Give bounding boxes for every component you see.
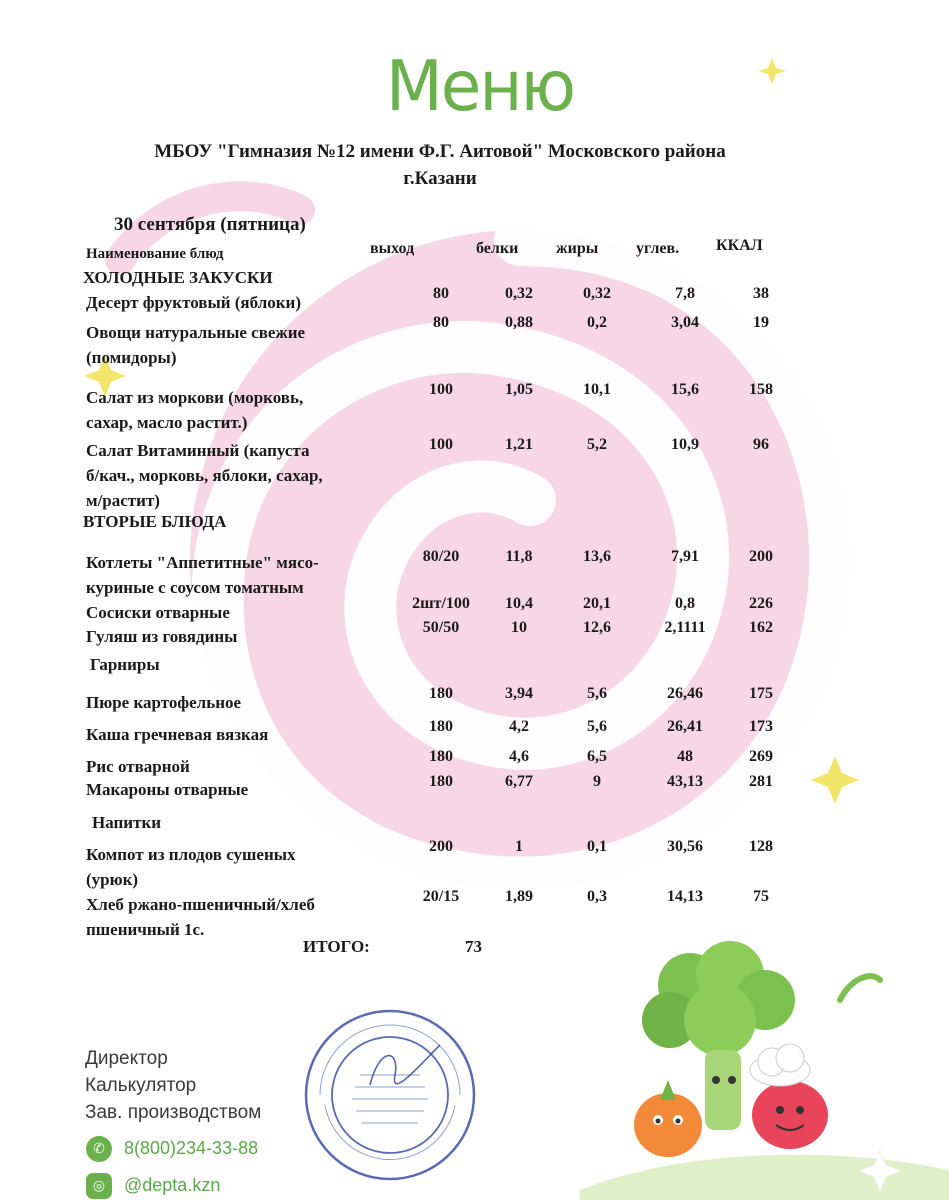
dish-name xyxy=(86,320,361,370)
cell-kcal: 96 xyxy=(753,436,769,453)
cell-protein: 0,32 xyxy=(505,285,533,302)
dish-name xyxy=(86,722,361,747)
dish-name-line: Гуляш из говядины xyxy=(86,627,238,646)
header-output: выход xyxy=(370,240,415,257)
header-fat: жиры xyxy=(556,240,599,257)
dish-name-line: Пюре картофельное xyxy=(86,693,242,712)
dish-name-line: Салат из моркови (морковь, xyxy=(86,388,304,407)
cell-fat: 10,1 xyxy=(583,381,611,398)
onion-icon xyxy=(634,1080,702,1157)
cell-carbs: 10,9 xyxy=(671,436,699,453)
cell-kcal: 162 xyxy=(749,619,773,636)
dish-name-line: (помидоры) xyxy=(86,348,177,367)
dish-name-line: Макароны отварные xyxy=(86,780,249,799)
dish-name-line: сахар, масло растит.) xyxy=(86,413,248,432)
signature-production: Зав. производством xyxy=(85,1102,262,1123)
dish-name-line: Салат Витаминный (капуста xyxy=(86,441,310,460)
dish-name-line: Овощи натуральные свежие xyxy=(86,323,306,342)
official-stamp xyxy=(300,1005,480,1185)
signature-calculator: Калькулятор xyxy=(85,1075,197,1096)
page-title: Меню xyxy=(385,46,575,127)
cell-kcal: 38 xyxy=(753,285,769,302)
cell-output: 180 xyxy=(429,718,453,735)
dish-name xyxy=(86,385,361,435)
dish-name-line: Каша гречневая вязкая xyxy=(86,725,269,744)
cell-fat: 5,6 xyxy=(587,718,607,735)
dish-name-line: Хлеб ржано-пшеничный/хлеб xyxy=(86,895,315,914)
cell-kcal: 200 xyxy=(749,548,773,565)
dish-name-line: б/кач., морковь, яблоки, сахар, xyxy=(86,466,323,485)
cell-kcal: 175 xyxy=(749,685,773,702)
dish-name-line: Котлеты "Аппетитные" мясо- xyxy=(86,553,319,572)
cell-output: 80/20 xyxy=(422,548,460,565)
cell-fat: 6,5 xyxy=(587,748,607,765)
cell-kcal: 269 xyxy=(749,748,773,765)
cell-fat: 5,6 xyxy=(587,685,607,702)
phone-icon: ✆ xyxy=(86,1136,112,1162)
dish-name-line: м/растит) xyxy=(86,491,160,510)
cell-carbs: 43,13 xyxy=(667,773,703,790)
dish-name-line: пшеничный 1с. xyxy=(86,920,205,939)
total-value: 73 xyxy=(465,937,482,956)
cell-protein: 10,4 xyxy=(505,595,533,612)
cell-fat: 0,3 xyxy=(587,888,607,905)
contact-instagram[interactable]: @depta.kzn xyxy=(124,1175,221,1195)
dish-name-line: Компот из плодов сушеных xyxy=(86,845,296,864)
dish-name xyxy=(86,842,361,892)
contact-phone[interactable]: 8(800)234-33-88 xyxy=(124,1138,259,1158)
section-cold: ХОЛОДНЫЕ ЗАКУСКИ xyxy=(83,268,273,287)
cell-carbs: 7,91 xyxy=(671,548,699,565)
cell-output: 100 xyxy=(429,436,453,453)
dish-name xyxy=(86,892,361,942)
cell-fat: 0,2 xyxy=(587,314,607,331)
dish-name xyxy=(86,290,361,315)
menu-date: 30 сентября (пятница) xyxy=(114,214,306,235)
cell-protein: 3,94 xyxy=(505,685,533,702)
dish-name-line: куриные с соусом томатным xyxy=(86,578,304,597)
cell-carbs: 15,6 xyxy=(671,381,699,398)
cell-protein: 11,8 xyxy=(505,548,533,565)
cell-kcal: 226 xyxy=(749,595,773,612)
section-second: ВТОРЫЕ БЛЮДА xyxy=(83,512,227,531)
cell-carbs: 26,41 xyxy=(667,718,703,735)
section-drinks: Напитки xyxy=(92,813,162,832)
header-name: Наименование блюд xyxy=(86,246,224,262)
cell-carbs: 7,8 xyxy=(675,285,695,302)
vegetables-illustration xyxy=(580,940,949,1200)
cell-output: 2шт/100 xyxy=(412,595,470,612)
cell-carbs: 26,46 xyxy=(667,685,703,702)
cell-output: 20/15 xyxy=(422,888,460,905)
cell-kcal: 75 xyxy=(753,888,769,905)
cell-fat: 0,1 xyxy=(587,838,607,855)
signature-director: Директор xyxy=(85,1048,168,1069)
school-name-line2: г.Казани xyxy=(403,168,477,189)
cell-kcal: 281 xyxy=(749,773,773,790)
cell-protein: 6,77 xyxy=(505,773,533,790)
cell-fat: 12,6 xyxy=(583,619,611,636)
school-name xyxy=(70,138,810,192)
cell-protein: 0,88 xyxy=(505,314,533,331)
cell-fat: 5,2 xyxy=(587,436,607,453)
school-name-line1: МБОУ "Гимназия №12 имени Ф.Г. Аитовой" Московского района xyxy=(154,141,726,162)
cell-carbs: 48 xyxy=(677,748,693,765)
cell-protein: 10 xyxy=(511,619,527,636)
dish-name xyxy=(86,754,361,779)
section-garnish: Гарниры xyxy=(90,655,160,674)
cell-carbs: 2,1111 xyxy=(664,619,706,636)
cell-protein: 4,2 xyxy=(509,718,529,735)
dish-name xyxy=(86,550,361,600)
cell-kcal: 158 xyxy=(749,381,773,398)
cell-kcal: 173 xyxy=(749,718,773,735)
cell-output: 180 xyxy=(429,685,453,702)
cell-fat: 13,6 xyxy=(583,548,611,565)
cell-protein: 4,6 xyxy=(509,748,529,765)
cell-fat: 0,32 xyxy=(583,285,611,302)
dish-name xyxy=(86,624,361,649)
cell-output: 50/50 xyxy=(422,619,460,636)
cell-output: 180 xyxy=(429,748,453,765)
cell-output: 80 xyxy=(433,285,449,302)
header-protein: белки xyxy=(476,240,519,257)
cell-fat: 9 xyxy=(593,773,601,790)
dish-name xyxy=(86,690,361,715)
cell-output: 100 xyxy=(429,381,453,398)
dish-name-line: Десерт фруктовый (яблоки) xyxy=(86,293,301,312)
header-carbs: углев. xyxy=(636,240,680,257)
cell-carbs: 14,13 xyxy=(667,888,703,905)
cell-output: 200 xyxy=(429,838,453,855)
dish-name xyxy=(86,777,361,802)
header-kcal: ККАЛ xyxy=(716,237,763,254)
dish-name xyxy=(86,600,361,625)
dish-name-line: (урюк) xyxy=(86,870,139,889)
dish-name-line: Рис отварной xyxy=(86,757,190,776)
dish-name xyxy=(86,438,361,513)
cell-kcal: 19 xyxy=(753,314,769,331)
total-label: ИТОГО: xyxy=(303,937,370,956)
beet-icon xyxy=(750,1044,828,1149)
cell-kcal: 128 xyxy=(749,838,773,855)
cell-protein: 1 xyxy=(515,838,523,855)
instagram-icon: ◎ xyxy=(86,1173,112,1199)
dish-name-line: Сосиски отварные xyxy=(86,603,230,622)
cell-carbs: 0,8 xyxy=(675,595,695,612)
cell-output: 180 xyxy=(429,773,453,790)
cell-carbs: 3,04 xyxy=(671,314,699,331)
cell-protein: 1,89 xyxy=(505,888,533,905)
cell-fat: 20,1 xyxy=(583,595,611,612)
cell-carbs: 30,56 xyxy=(667,838,703,855)
cell-protein: 1,05 xyxy=(505,381,533,398)
cell-protein: 1,21 xyxy=(505,436,533,453)
cell-output: 80 xyxy=(433,314,449,331)
